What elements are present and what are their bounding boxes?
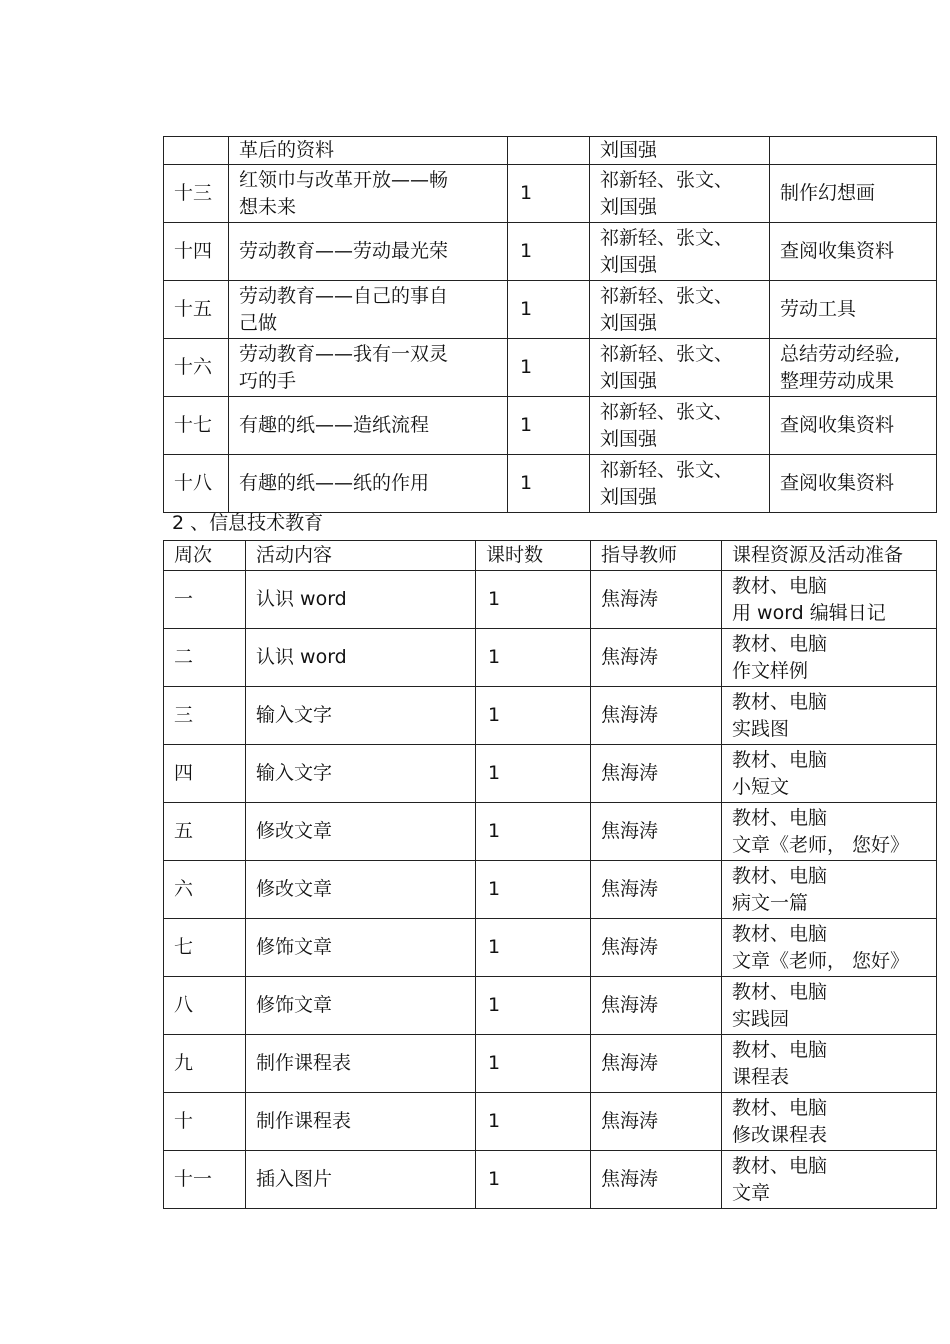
hours-cell: 1 <box>508 223 590 281</box>
teacher-cell-line: 刘国强 <box>600 369 658 392</box>
teacher-cell-line: 刘国强 <box>600 311 658 334</box>
content-cell <box>229 281 508 339</box>
table-row <box>164 803 937 861</box>
header-teacher: 指导教师 <box>591 541 722 571</box>
content-cell: 输入文字 <box>246 687 476 745</box>
hours-cell: 1 <box>476 803 591 861</box>
resources-cell-line: 文章 <box>732 1181 771 1204</box>
teacher-cell-line: 祁新轻、张文、 <box>600 400 734 423</box>
resources-cell-line: 修改课程表 <box>732 1123 828 1146</box>
table-row <box>164 861 937 919</box>
teacher-cell <box>590 397 770 455</box>
resources-cell <box>722 919 937 977</box>
teacher-cell-line: 祁新轻、张文、 <box>600 342 734 365</box>
resources-cell-line: 教材、电脑 <box>732 864 828 887</box>
teacher-cell-line: 刘国强 <box>600 253 658 276</box>
teacher-cell-line: 刘国强 <box>600 485 658 508</box>
week-cell: 八 <box>164 977 246 1035</box>
content-cell <box>229 137 508 165</box>
resources-cell <box>722 571 937 629</box>
table-row <box>164 629 937 687</box>
teacher-cell <box>590 281 770 339</box>
resources-cell-line: 用 word 编辑日记 <box>732 601 886 624</box>
hours-cell: 1 <box>508 281 590 339</box>
resources-cell-line: 查阅收集资料 <box>780 472 895 494</box>
content-cell <box>229 455 508 513</box>
table-row <box>164 165 937 223</box>
content-cell <box>229 339 508 397</box>
week-cell: 五 <box>164 803 246 861</box>
content-cell-line: 劳动教育——自己的事自 <box>239 284 449 307</box>
content-cell-line: 有趣的纸——纸的作用 <box>239 472 430 494</box>
resources-cell <box>722 629 937 687</box>
resources-cell-line: 教材、电脑 <box>732 690 828 713</box>
content-cell: 修饰文章 <box>246 919 476 977</box>
teacher-cell <box>590 137 770 165</box>
content-cell <box>229 165 508 223</box>
hours-cell: 1 <box>476 571 591 629</box>
hours-cell: 1 <box>508 397 590 455</box>
content-cell-line: 有趣的纸——造纸流程 <box>239 414 430 436</box>
hours-cell: 1 <box>476 629 591 687</box>
resources-cell-line: 总结劳动经验, <box>780 342 901 365</box>
resources-cell-line: 教材、电脑 <box>732 1038 828 1061</box>
week-cell: 十一 <box>164 1151 246 1209</box>
resources-cell-line: 教材、电脑 <box>732 1154 828 1177</box>
table-row <box>164 687 937 745</box>
hours-cell: 1 <box>476 687 591 745</box>
resources-cell-line: 教材、电脑 <box>732 748 828 771</box>
resources-cell-line: 教材、电脑 <box>732 1096 828 1119</box>
teacher-cell: 焦海涛 <box>591 1151 722 1209</box>
teacher-cell: 焦海涛 <box>591 803 722 861</box>
resources-cell-line: 文章《老师， 您好》 <box>732 833 910 856</box>
resources-cell-line: 整理劳动成果 <box>780 369 895 392</box>
resources-cell <box>770 339 937 397</box>
content-cell-line: 巧的手 <box>239 369 297 392</box>
resources-cell <box>722 1093 937 1151</box>
resources-cell-line: 制作幻想画 <box>780 182 876 204</box>
teacher-cell-line: 祁新轻、张文、 <box>600 284 734 307</box>
resources-cell-line: 教材、电脑 <box>732 806 828 829</box>
content-cell <box>229 397 508 455</box>
info-tech-schedule-table <box>163 540 937 1209</box>
resources-cell-line: 文章《老师， 您好》 <box>732 949 910 972</box>
teacher-cell <box>590 455 770 513</box>
table-row <box>164 571 937 629</box>
content-cell-line: 劳动教育——我有一双灵 <box>239 342 449 365</box>
teacher-cell: 焦海涛 <box>591 687 722 745</box>
resources-cell-line: 实践园 <box>732 1007 790 1030</box>
resources-cell <box>770 455 937 513</box>
resources-cell-line: 教材、电脑 <box>732 980 828 1003</box>
hours-cell <box>508 137 590 165</box>
resources-cell-line: 小短文 <box>732 775 790 798</box>
section-heading: 2 、信息技术教育 <box>172 512 324 534</box>
hours-cell: 1 <box>476 977 591 1035</box>
content-cell-line: 革后的资料 <box>239 139 335 161</box>
header-content: 活动内容 <box>246 541 476 571</box>
hours-cell: 1 <box>476 1035 591 1093</box>
teacher-cell: 焦海涛 <box>591 629 722 687</box>
teacher-cell-line: 刘国强 <box>600 139 658 161</box>
content-cell-line: 己做 <box>239 311 278 334</box>
table-row <box>164 455 937 513</box>
table-row <box>164 281 937 339</box>
resources-cell-line: 教材、电脑 <box>732 632 828 655</box>
table-row <box>164 397 937 455</box>
resources-cell <box>770 137 937 165</box>
resources-cell <box>722 803 937 861</box>
week-cell: 十 <box>164 1093 246 1151</box>
week-cell: 九 <box>164 1035 246 1093</box>
hours-cell: 1 <box>508 165 590 223</box>
hours-cell: 1 <box>476 745 591 803</box>
content-cell: 插入图片 <box>246 1151 476 1209</box>
teacher-cell: 焦海涛 <box>591 745 722 803</box>
resources-cell-line: 查阅收集资料 <box>780 414 895 436</box>
header-hours: 课时数 <box>476 541 591 571</box>
content-cell: 修改文章 <box>246 803 476 861</box>
table-row <box>164 1151 937 1209</box>
resources-cell <box>722 977 937 1035</box>
resources-cell <box>722 1035 937 1093</box>
resources-cell-line: 查阅收集资料 <box>780 240 895 262</box>
week-cell: 七 <box>164 919 246 977</box>
header-resources: 课程资源及活动准备 <box>722 541 937 571</box>
resources-cell <box>722 861 937 919</box>
content-cell-line: 想未来 <box>239 195 297 218</box>
resources-cell-line: 作文样例 <box>732 659 809 682</box>
hours-cell: 1 <box>476 1151 591 1209</box>
content-cell <box>229 223 508 281</box>
content-cell: 制作课程表 <box>246 1035 476 1093</box>
teacher-cell: 焦海涛 <box>591 571 722 629</box>
content-cell: 修饰文章 <box>246 977 476 1035</box>
hours-cell: 1 <box>476 861 591 919</box>
table-row <box>164 223 937 281</box>
week-cell: 十八 <box>164 455 229 513</box>
week-cell: 六 <box>164 861 246 919</box>
resources-cell-line: 教材、电脑 <box>732 922 828 945</box>
resources-cell <box>722 687 937 745</box>
resources-cell-line: 课程表 <box>732 1065 790 1088</box>
table-row <box>164 919 937 977</box>
hours-cell: 1 <box>508 339 590 397</box>
table-row <box>164 339 937 397</box>
content-cell: 认识 word <box>246 629 476 687</box>
week-cell: 十五 <box>164 281 229 339</box>
resources-cell <box>770 397 937 455</box>
teacher-cell-line: 刘国强 <box>600 195 658 218</box>
teacher-cell <box>590 165 770 223</box>
content-cell-line: 红领巾与改革开放——畅 <box>239 168 449 191</box>
hours-cell: 1 <box>476 919 591 977</box>
content-cell-line: 劳动教育——劳动最光荣 <box>239 240 449 262</box>
activity-table-continued <box>163 136 937 513</box>
week-cell: 三 <box>164 687 246 745</box>
teacher-cell-line: 祁新轻、张文、 <box>600 168 734 191</box>
table-row <box>164 977 937 1035</box>
teacher-cell-line: 刘国强 <box>600 427 658 450</box>
content-cell: 输入文字 <box>246 745 476 803</box>
week-cell <box>164 137 229 165</box>
resources-cell-line: 实践图 <box>732 717 790 740</box>
resources-cell-line: 劳动工具 <box>780 298 857 320</box>
resources-cell <box>722 745 937 803</box>
teacher-cell <box>590 339 770 397</box>
teacher-cell-line: 祁新轻、张文、 <box>600 226 734 249</box>
table-row <box>164 1093 937 1151</box>
teacher-cell-line: 祁新轻、张文、 <box>600 458 734 481</box>
resources-cell <box>722 1151 937 1209</box>
table-row <box>164 137 937 165</box>
teacher-cell: 焦海涛 <box>591 977 722 1035</box>
week-cell: 十四 <box>164 223 229 281</box>
hours-cell: 1 <box>476 1093 591 1151</box>
week-cell: 十三 <box>164 165 229 223</box>
week-cell: 一 <box>164 571 246 629</box>
teacher-cell: 焦海涛 <box>591 919 722 977</box>
resources-cell-line: 病文一篇 <box>732 891 809 914</box>
header-week: 周次 <box>164 541 246 571</box>
teacher-cell <box>590 223 770 281</box>
week-cell: 十六 <box>164 339 229 397</box>
teacher-cell: 焦海涛 <box>591 1035 722 1093</box>
content-cell: 制作课程表 <box>246 1093 476 1151</box>
table-row <box>164 1035 937 1093</box>
content-cell: 修改文章 <box>246 861 476 919</box>
resources-cell-line: 教材、电脑 <box>732 574 828 597</box>
teacher-cell: 焦海涛 <box>591 861 722 919</box>
week-cell: 四 <box>164 745 246 803</box>
week-cell: 二 <box>164 629 246 687</box>
resources-cell <box>770 281 937 339</box>
resources-cell <box>770 165 937 223</box>
resources-cell <box>770 223 937 281</box>
teacher-cell: 焦海涛 <box>591 1093 722 1151</box>
table-row <box>164 745 937 803</box>
table-header-row <box>164 541 937 571</box>
content-cell: 认识 word <box>246 571 476 629</box>
week-cell: 十七 <box>164 397 229 455</box>
hours-cell: 1 <box>508 455 590 513</box>
